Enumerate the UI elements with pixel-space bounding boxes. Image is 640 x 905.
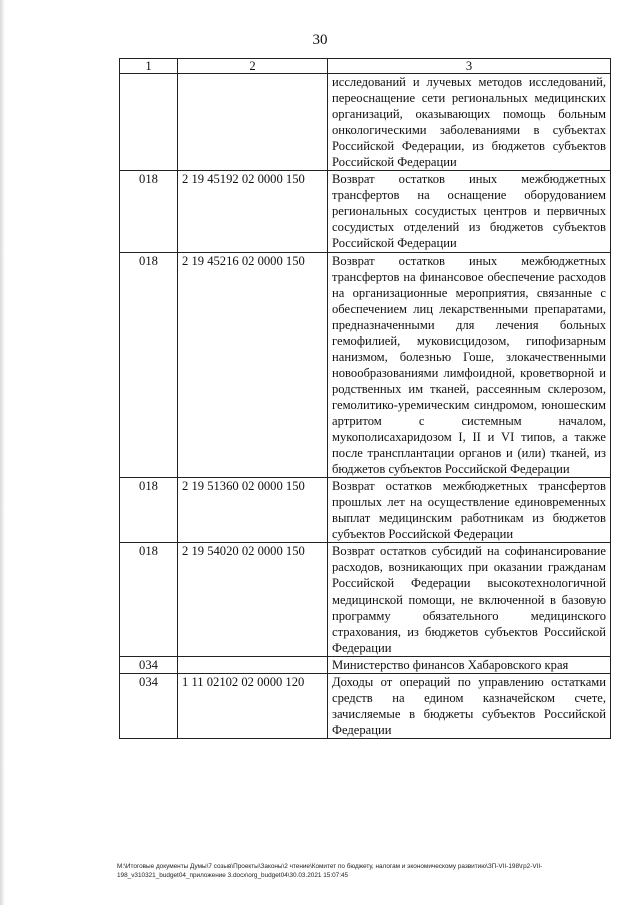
page-number: 30	[312, 32, 328, 48]
file-path-footer	[117, 862, 622, 880]
table-row	[120, 478, 611, 543]
administrator-code: 018	[120, 171, 178, 252]
income-code	[178, 74, 328, 171]
table-row	[120, 543, 611, 656]
administrator-code: 018	[120, 252, 178, 478]
administrator-code	[120, 74, 178, 171]
column-header-1: 1	[120, 59, 178, 74]
footer-line-2: 198_v310321_budget04_приложение 3.docx\org_budget04\30.03.2021 15:07:45	[117, 872, 349, 879]
administrator-code: 018	[120, 478, 178, 543]
column-header-2: 2	[178, 59, 328, 74]
table-row	[120, 171, 611, 252]
income-description: Доходы от операций по управлению остатками средств на едином казначейском счете, зачисляемые в бюджеты субъектов Российской Федерации	[328, 673, 611, 738]
income-code: 2 19 45216 02 0000 150	[178, 252, 328, 478]
income-code: 2 19 54020 02 0000 150	[178, 543, 328, 656]
administrator-name: Министерство финансов Хабаровского края	[328, 656, 611, 673]
income-description: Возврат остатков иных межбюджетных трансфертов на оснащение оборудованием региональных сосудистых центров и первичных сосудистых отделений из бюджетов субъектов Российской Федерации	[328, 171, 611, 252]
income-code: 2 19 51360 02 0000 150	[178, 478, 328, 543]
footer-line-1: M:\Итоговые документы Думы\7 созыв\Проекты\Законы\2 чтение\Комитет по бюджету, налогам и экономическому развитию\ЗП-VII-198\гр2-VII-	[117, 863, 543, 870]
table-row	[120, 673, 611, 738]
administrator-code: 018	[120, 543, 178, 656]
table-row	[120, 74, 611, 171]
budget-classification-table	[119, 58, 611, 739]
income-description: Возврат остатков иных межбюджетных трансфертов на финансовое обеспечение расходов на организационные мероприятия, связанные с обеспечением лиц лекарственными препаратами, предназначенными для лечения больных гемофилией, муковисцидозом, гипофизарным нанизмом, болезнью Гоше, злокачественными новообразованиями лимфоидной, кроветворной и родственных им тканей, рассеянным склерозом, гемолитико-уремическим синдромом, юношеским артритом с системным началом, мукополисахаридозом I, II и VI типов, а также после трансплантации органов и (или) тканей, из бюджетов субъектов Российской Федерации	[328, 252, 611, 478]
administrator-code: 034	[120, 656, 178, 673]
table-header-row	[120, 59, 611, 74]
income-description: Возврат остатков субсидий на софинансирование расходов, возникающих при оказании гражданам Российской Федерации высокотехнологичной медицинской помощи, не включенной в базовую программу обязательного медицинского страхования, из бюджетов субъектов Российской Федерации	[328, 543, 611, 656]
table-row	[120, 252, 611, 478]
income-code: 1 11 02102 02 0000 120	[178, 673, 328, 738]
table-row-section-heading	[120, 656, 611, 673]
administrator-code: 034	[120, 673, 178, 738]
scan-edge	[0, 0, 5, 905]
income-code: 2 19 45192 02 0000 150	[178, 171, 328, 252]
income-code	[178, 656, 328, 673]
income-description: исследований и лучевых методов исследований, переоснащение сети региональных медицинских организаций, оказывающих помощь больным онкологическими заболеваниями в субъектах Российской Федерации, из бюджетов субъектов Российской Федерации	[328, 74, 611, 171]
income-description: Возврат остатков межбюджетных трансфертов прошлых лет на осуществление единовременных выплат медицинским работникам из бюджетов субъектов Российской Федерации	[328, 478, 611, 543]
column-header-3: 3	[328, 59, 611, 74]
